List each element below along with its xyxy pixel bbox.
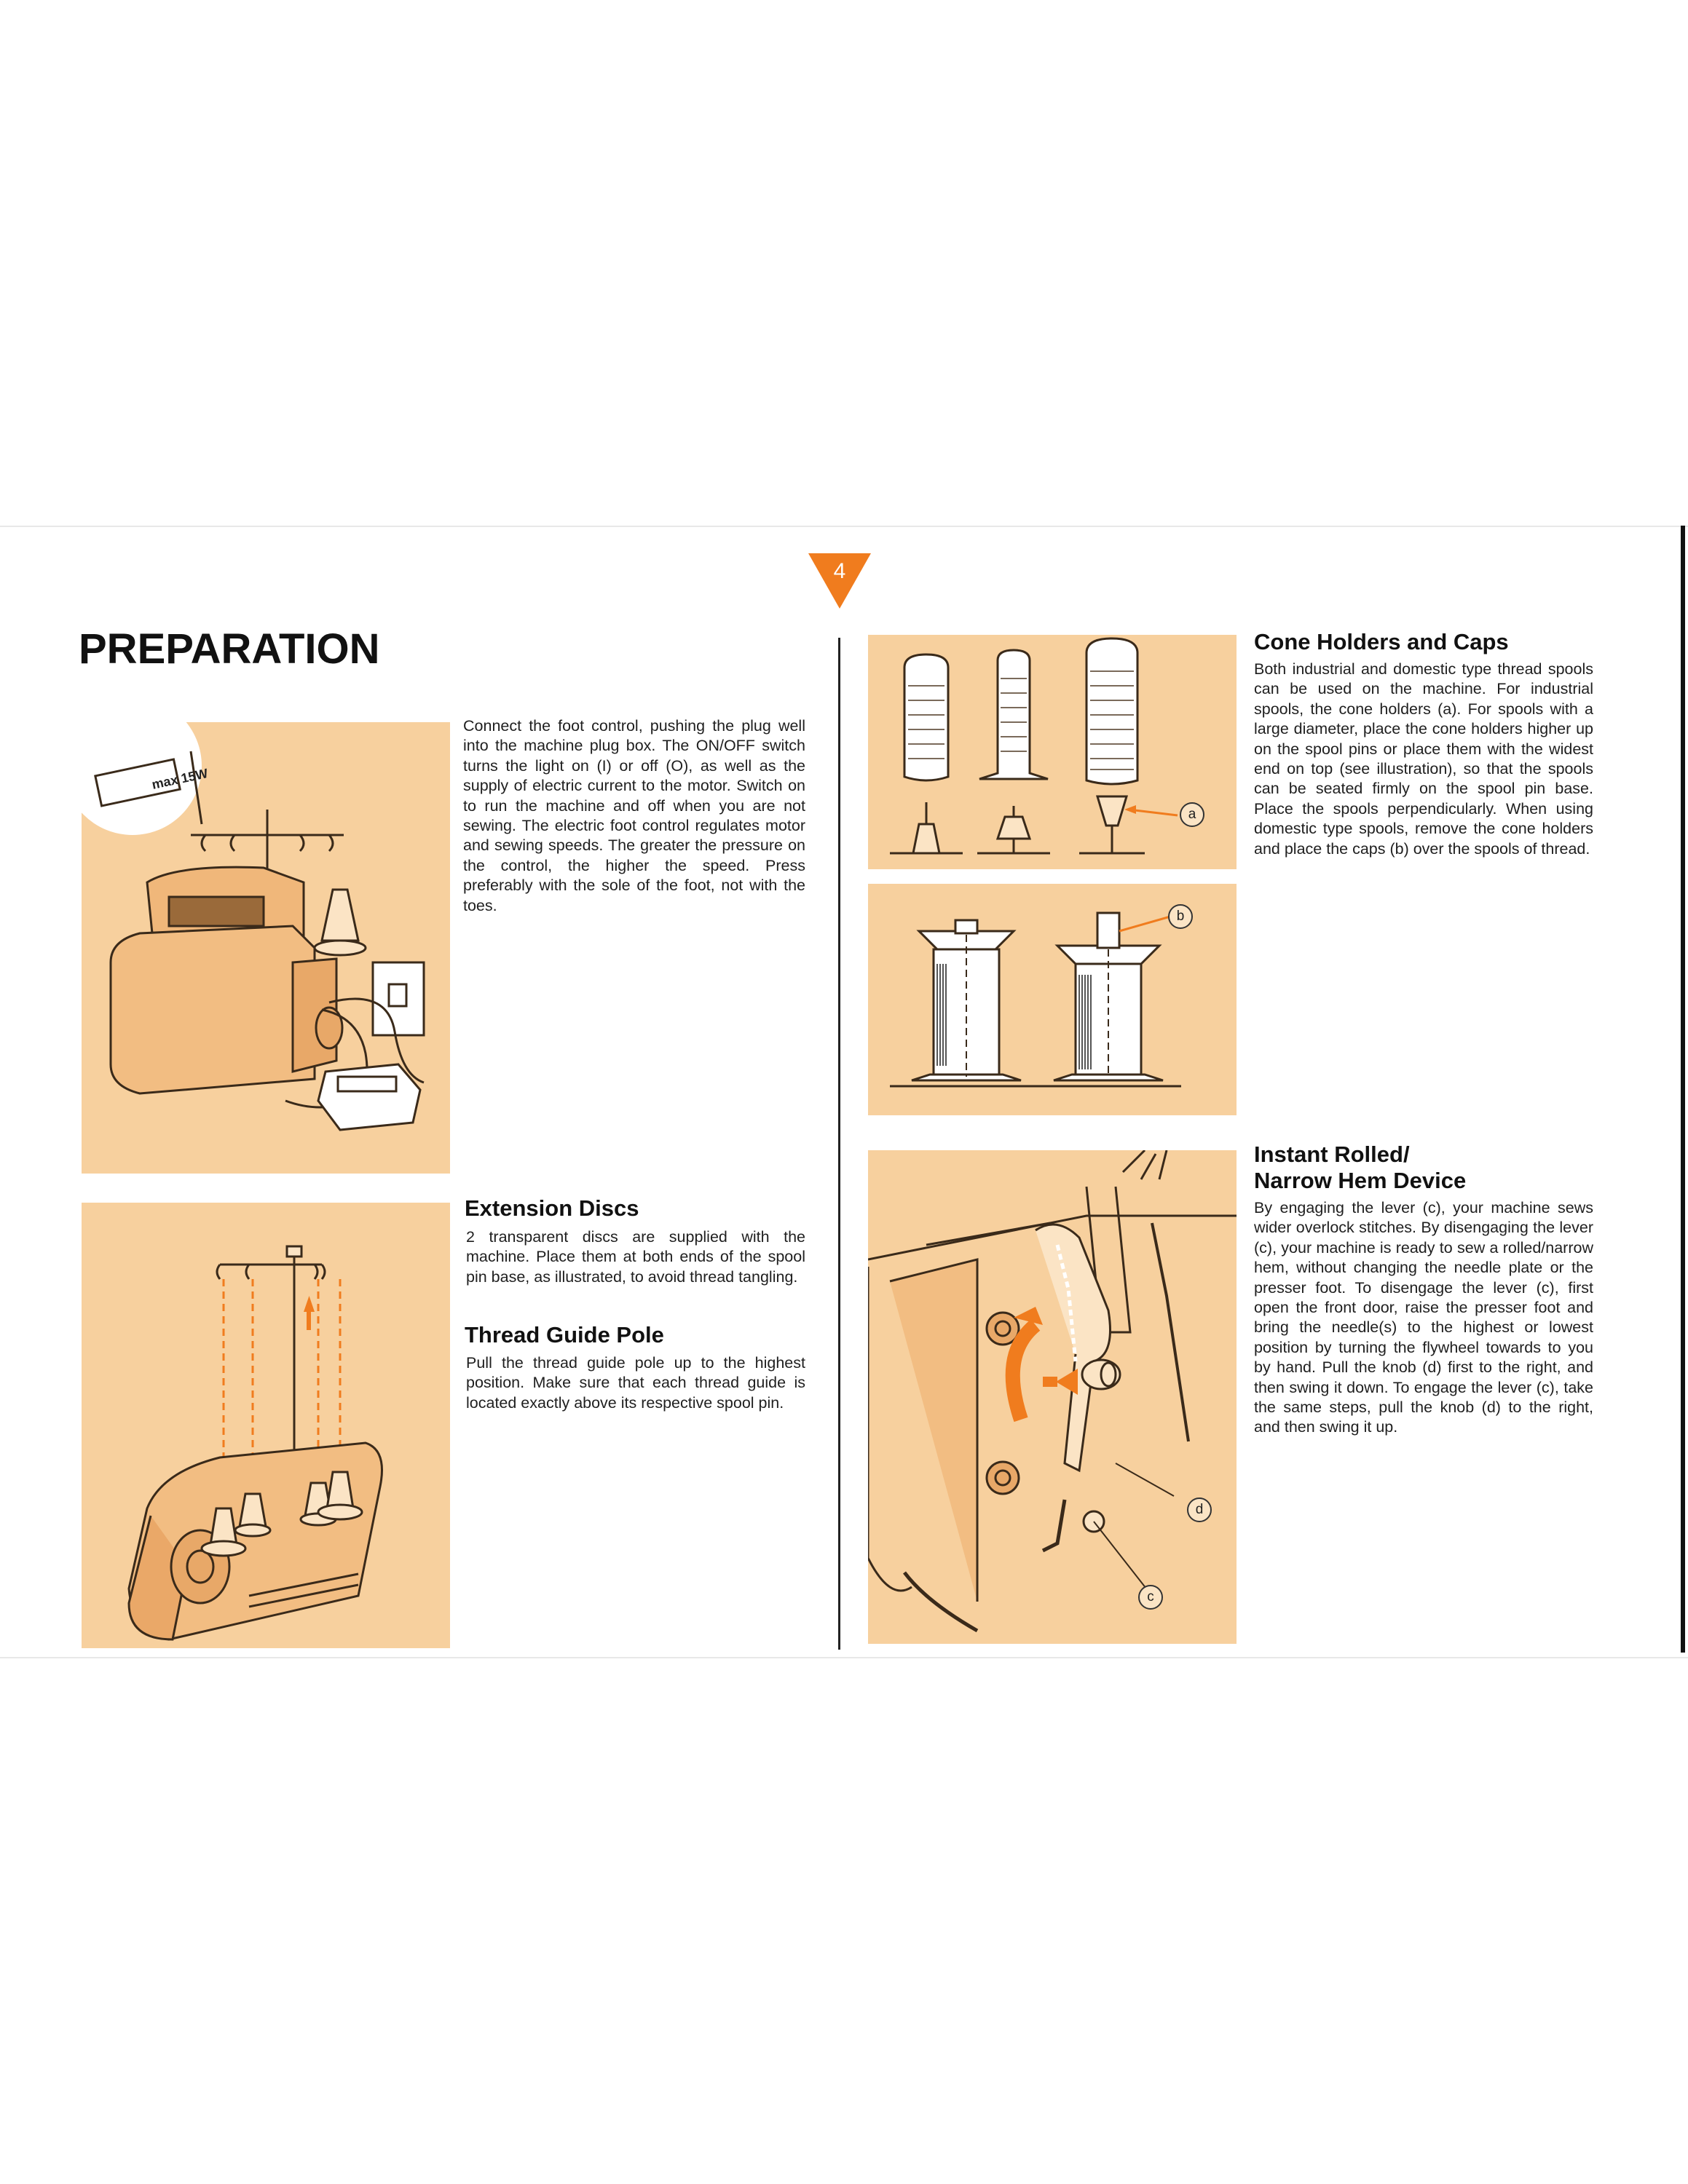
column-divider — [838, 638, 840, 1650]
page-number: 4 — [833, 559, 846, 583]
rolled-hem-illustration — [868, 1150, 1237, 1644]
page-top-edge — [0, 526, 1688, 527]
thread-guide-pole-text: Pull the thread guide pole up to the highest position. Make sure that each thread guide is located exactly above its respective spool pin. — [466, 1354, 805, 1412]
extension-discs-text: 2 transparent discs are supplied with the machine. Place them at both ends of the spool pin base, as illustrated, to avoid thread tangling. — [466, 1228, 805, 1286]
thread-guide-illustration — [82, 1203, 450, 1648]
thread-guide-pole-heading: Thread Guide Pole — [465, 1322, 664, 1348]
callout-b: b — [1168, 904, 1193, 929]
callout-a: a — [1180, 802, 1204, 827]
bulb-label: max 15W — [150, 766, 210, 792]
foot-control-illustration — [82, 722, 450, 1174]
cone-holders-text: Both industrial and domestic type thread spools can be used on the machine. For industrial spools, the cone holders (a). For spools with a large diameter, place the cone holders higher up on the spool pins or place them with the widest end on top (see illustration), so that the spools can be seated firmly on the spool pin base. Place the spools perpendicularly. When using domestic type spools, remove the cone holders and place the caps (b) over the spools of thread. — [1254, 660, 1593, 858]
page-title: PREPARATION — [79, 625, 380, 673]
binding-edge — [1681, 526, 1685, 1653]
page-number-marker — [807, 552, 872, 610]
cone-holders-illustration — [868, 635, 1237, 869]
rolled-hem-heading-line2: Narrow Hem Device — [1254, 1168, 1467, 1193]
callout-d: d — [1187, 1497, 1212, 1522]
rolled-hem-text: By engaging the lever (c), your machine sews wider overlock stitches. By disengaging the lever (c), your machine is ready to sew a rolled/narrow hem, without changing the needle plate or the presser foot. To disengage the lever (c), first open the front door, raise the presser foot and bring the needle(s) to the highest or lowest position by turning the flywheel towards to you by hand. Pull the knob (d) first to the right, and then swing it down. To engage the lever (c), take the same steps, pull the knob (d) to the right, and then swing it up. — [1254, 1199, 1593, 1436]
foot-control-text: Connect the foot control, pushing the plug well into the machine plug box. The ON/OFF switch turns the light on (I) or off (O), as well as the supply of electric current to the motor. Switch on to run the machine and off when you are not sewing. The electric foot control regulates motor and sewing speeds. The greater the pressure on the control, the higher the speed. Press preferably with the sole of the foot, not with the toes. — [463, 717, 805, 914]
cone-holders-heading: Cone Holders and Caps — [1254, 629, 1509, 654]
page-bottom-edge — [0, 1657, 1688, 1658]
rolled-hem-heading-line1: Instant Rolled/ — [1254, 1142, 1410, 1167]
callout-c: c — [1138, 1585, 1163, 1610]
extension-discs-heading: Extension Discs — [465, 1195, 639, 1221]
